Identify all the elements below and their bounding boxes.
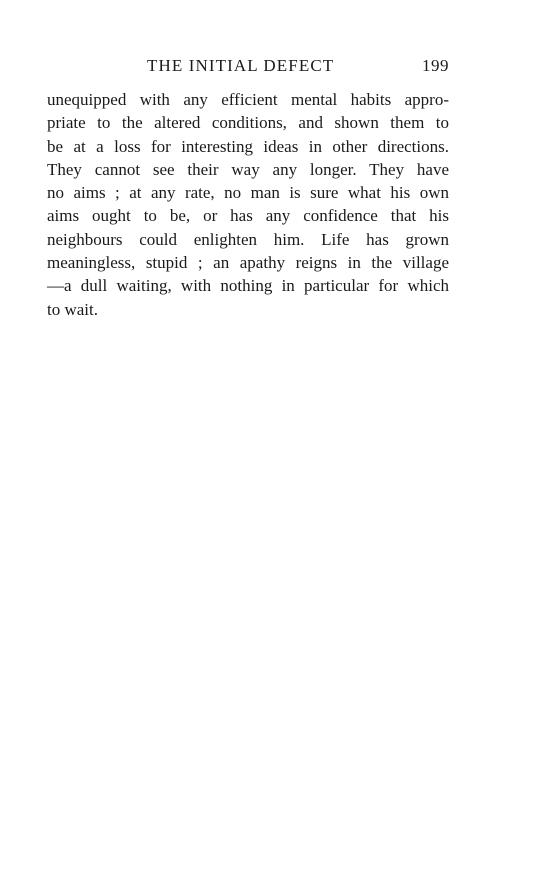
- text-line: They cannot see their way any longer. They have: [47, 159, 449, 179]
- text-line: neighbours could enlighten him. Life has grown: [47, 229, 449, 249]
- text-line: unequipped with any efficient mental habits appro-: [47, 90, 449, 109]
- running-head: [47, 56, 449, 80]
- text-line: meaningless, stupid ; an apathy reigns in the village: [47, 253, 449, 273]
- chapter-title: THE INITIAL DEFECT: [147, 56, 335, 75]
- page-number: 199: [422, 56, 449, 75]
- text-line: be at a loss for interesting ideas in other directions.: [47, 136, 449, 156]
- text-line: aims ought to be, or has any confidence that his: [47, 206, 449, 226]
- text-line: —a dull waiting, with nothing in particular for which: [47, 276, 449, 296]
- text-line: to wait.: [47, 299, 98, 319]
- text-line: priate to the altered conditions, and shown them to: [47, 113, 449, 133]
- text-line: no aims ; at any rate, no man is sure what his own: [47, 183, 449, 203]
- body-paragraph: [47, 88, 449, 321]
